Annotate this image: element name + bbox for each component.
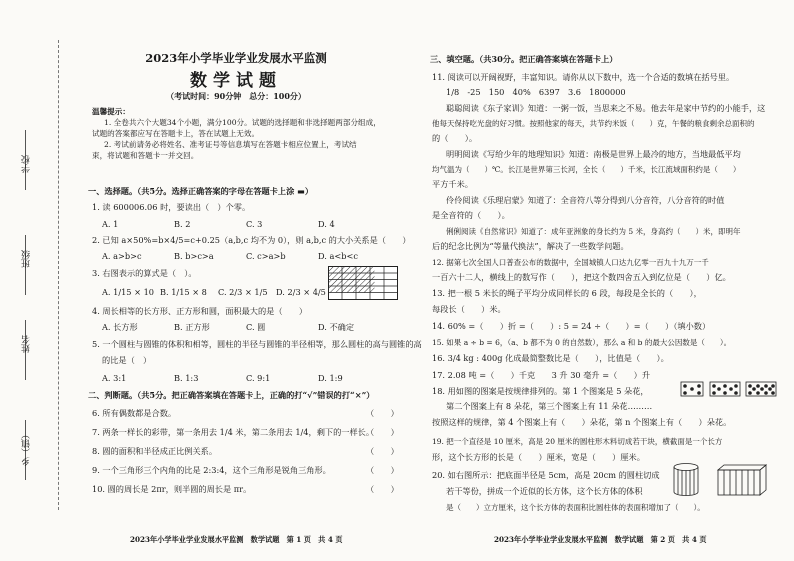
section-heading: 一、选择题。（共5分。选择正确答案的字母在答题卡上涂 ▬） — [88, 186, 314, 196]
question-10: 10. 圆的周长是 2πr，则半圆的周长是 πr。 — [92, 484, 252, 494]
name-label: 姓名 — [22, 335, 32, 353]
question-4: 4. 周长相等的长方形、正方形和圆，面积最大的是（ ） — [92, 306, 308, 316]
exam-title: 2023年小学毕业学业发展水平监测 — [145, 51, 327, 65]
cylinder-to-cuboid-figure — [672, 462, 768, 498]
option-a: A. 1 — [102, 219, 119, 229]
option-b: B. 1:3 — [174, 373, 199, 383]
text-line: 平方千米。 — [432, 179, 473, 189]
option-b: B. 1/15 × 8 — [160, 287, 207, 297]
question-7: 7. 两条一样长的彩带，第一条用去 1/4 米，第二条用去 1/4，剩下的一样长。 — [92, 427, 375, 437]
option-a: A. a>b>c — [102, 251, 142, 261]
option-d: D. 1:9 — [318, 373, 343, 383]
question-3: 3. 右图表示的算式是（ ）。 — [92, 268, 197, 278]
section-heading: 三、填空题。（共30分。把正确答案填在答题卡上） — [430, 54, 618, 64]
page-footer-left: 2023年小学毕业学业发展水平监测 数学试题 第 1 页 共 4 页 — [130, 535, 343, 544]
option-a: A. 1/15 × 10 — [102, 287, 154, 297]
options-1 — [102, 219, 335, 229]
answer-paren: （ ） — [366, 484, 399, 494]
number-choices: 1/8 -25 150 40% 6397 3.6 1800000 — [446, 87, 626, 97]
exam-meta: （考试时间：90分钟 总分：100分） — [166, 91, 306, 101]
options-4 — [102, 322, 354, 333]
answer-paren: （ ） — [366, 408, 399, 418]
tips-line: 1. 全卷共六个大题34个小题，满分100分。试题的选择题和非选择题两部分组成， — [104, 118, 381, 127]
text-line: 他每天保持吃光盘的好习惯。按照他家的每天，共节约米饭（ ）克，午餐的粮食剩余总面积的 — [432, 119, 755, 128]
option-b: B. 正方形 — [174, 322, 210, 332]
option-d: D. 不确定 — [318, 322, 355, 332]
text-line: 伶伶阅读《乐理启蒙》知道了：全音符八等分得到八分音符，八分音符的时值 — [446, 195, 725, 205]
options-5 — [102, 373, 343, 383]
text-line: 是全音符的（ ）。 — [432, 210, 510, 220]
option-d: D. 4 — [318, 219, 335, 229]
question-12-cont: 一百六十二人，横线上的数写作（ ），把这个数四舍五入到亿位是（ ）亿。 — [432, 272, 731, 282]
option-b: B. 2 — [174, 219, 191, 229]
exam-subtitle: 数学试题 — [190, 71, 282, 91]
cut-line — [58, 40, 59, 510]
option-c: C. 3 — [246, 219, 263, 229]
text-line: 俐俐阅读《自然常识》知道了：成年亚洲象的身长约为 5 米，身高约（ ）米，即明年 — [446, 227, 741, 236]
text-line: 的（ ）。 — [432, 133, 478, 143]
grid-figure — [328, 266, 398, 300]
answer-paren: （ ） — [366, 446, 399, 456]
text-line: 聪聪阅读《东子家训》知道：一粥一饭，当思来之不易。他去年是家中节约的小能手，这 — [446, 103, 766, 113]
question-18: 18. 用如图的图案是按规律排列的。第 1 个图案是 5 朵花， — [432, 386, 649, 396]
question-8: 8. 圆的面积和半径成正比例关系。 — [92, 446, 218, 456]
page-footer-right: 2023年小学毕业学业发展水平监测 数学试题 第 2 页 共 4 页 — [494, 535, 707, 544]
question-20: 20. 如右图所示：把底面半径是 5cm，高是 20cm 的圆柱切成 — [432, 470, 660, 480]
option-d: D. a<b<c — [318, 251, 358, 261]
question-20-cont: 是（ ）立方厘米，这个长方体的表面积比圆柱体的表面积增加了（ ）。 — [446, 503, 705, 512]
option-a: A. 3:1 — [102, 373, 127, 383]
question-1: 1. 读 600006.06 时，要读出（ ）个零。 — [92, 202, 251, 212]
option-b: B. b>c>a — [174, 251, 214, 261]
question-13: 13. 把一根 5 米长的绳子平均分成同样长的 6 段，每段是全长的（ ）， — [432, 288, 702, 298]
question-5-cont: 的比是（ ） — [102, 355, 152, 365]
question-19: 19. 把一个直径是 10 厘米，高是 20 厘米的圆柱形木料切成若干块，横截面是一个长方 — [432, 437, 723, 446]
tips-line: 试题的答案都应写在答题卡上，答在试题上无效。 — [92, 129, 260, 138]
question-15: 15. 如果 a ÷ b = 6，（a、b 都不为 0 的自然数），那么 a 和 b 的最大公因数是（ ）。 — [432, 338, 732, 347]
section-heading: 二、判断题。（共5分。把正确答案填在答题卡上，正确的打“√”错误的打“×”） — [88, 390, 375, 400]
option-a: A. 长方形 — [102, 322, 138, 332]
text-line: 均气温为（ ）℃。长江是世界第三长河，全长（ ）千米，长江流域面积约是（ ） — [432, 165, 741, 174]
question-6: 6. 所有偶数都是合数。 — [92, 408, 177, 418]
question-20-cont: 若干等份，拼成一个近似的长方体，这个长方体的体积 — [446, 486, 643, 496]
question-13-cont: 每段长（ ）米。 — [432, 304, 506, 314]
question-14: 14. 60% =（ ）折 =（ ）: 5 = 24 ÷（ ）=（ ）（填小数） — [432, 321, 711, 331]
options-2 — [102, 251, 358, 261]
option-d: D. 2/3 × 4/5 — [276, 287, 326, 297]
class-label: 班级 — [22, 250, 32, 268]
school-label: 学校 — [22, 155, 32, 173]
option-c: C. 圆 — [246, 322, 266, 332]
township-label: 乡（镇） — [22, 430, 32, 466]
question-18-cont: 第二个图案上有 8 朵花，第三个图案上有 11 朵花……… — [446, 401, 653, 411]
flower-pattern-figure — [680, 380, 778, 414]
option-c: C. 9:1 — [246, 373, 271, 383]
option-c: C. c>a>b — [246, 251, 286, 261]
options-3 — [102, 287, 326, 297]
answer-paren: （ ） — [366, 465, 399, 475]
question-18-cont: 按照这样的规律，第 4 个图案上有（ ）朵花，第 n 个图案上有（ ）朵花。 — [432, 417, 732, 427]
question-9: 9. 一个三角形三个内角的比是 2:3:4，这个三角形是锐角三角形。 — [92, 465, 331, 475]
question-5: 5. 一个圆柱与圆锥的体积和相等，圆柱的半径与圆锥的半径相等，那么圆柱的高与圆锥的高 — [92, 339, 422, 349]
question-2: 2. 已知 a×50%=b×4/5=c+0.25（a,b,c 均不为 0），则 a,b,c 的大小关系是（ ） — [92, 235, 411, 245]
text-line: 后的纪念比例为“等量代换法”，解决了一些数学问题。 — [432, 241, 629, 251]
question-19-cont: 形，这个长方形的长是（ ）厘米，宽是（ ）厘米。 — [432, 452, 645, 462]
text-line: 明明阅读《写给少年的地理知识》知道：南极是世界上最冷的地方，当地最低平均 — [446, 149, 741, 159]
option-c: C. 2/3 × 1/5 — [218, 287, 268, 297]
question-16: 16. 3/4 kg : 400g 化成最简整数比是（ ），比值是（ ）。 — [432, 353, 669, 363]
binding-strip — [0, 0, 68, 561]
tips-line: 2. 考试前请务必将姓名、准考证号等信息填写在答题卡相应位置上，考试结 — [104, 140, 357, 149]
answer-paren: （ ） — [366, 427, 399, 437]
tips-heading: 温馨提示： — [92, 107, 130, 116]
question-12: 12. 据第七次全国人口普查公布的数据中，全国城镇人口达九亿零一百九十九万一千 — [432, 258, 709, 267]
tips-line: 束，将试题和答题卡一并交回。 — [92, 151, 199, 160]
question-17: 17. 2.08 吨 =（ ）千克 3 升 30 毫升 =（ ）升 — [432, 370, 651, 380]
question-11: 11. 阅读可以开阔视野，丰富知识。请你从以下数中，选一个合适的数填在括号里。 — [432, 72, 735, 82]
tips-block — [92, 106, 404, 161]
